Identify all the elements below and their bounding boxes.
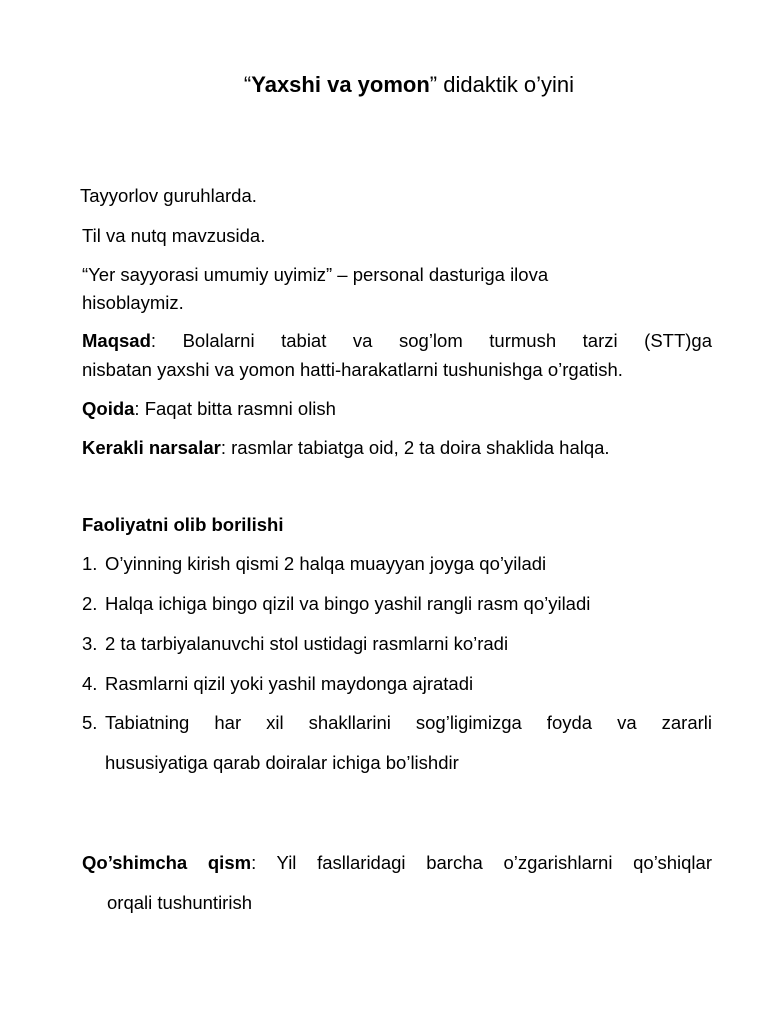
intro-line-1: Tayyorlov guruhlarda. [80, 185, 257, 206]
kerakli-text: : rasmlar tabiatga oid, 2 ta doira shaklida halqa. [220, 437, 610, 458]
qoshimcha-line-2: orqali tushuntirish [107, 892, 252, 913]
faoliyat-heading: Faoliyatni olib borilishi [82, 514, 284, 535]
list-item-number: 3. [82, 633, 98, 654]
maqsad-line-2: nisbatan yaxshi va yomon hatti-harakatlarni tushunishga o’rgatish. [82, 359, 623, 380]
title-open-quote: “ [243, 72, 252, 97]
intro-line-3a: “Yer sayyorasi umumiy uyimiz” – personal dasturiga ilova [82, 264, 549, 285]
list-item-text: O’yinning kirish qismi 2 halqa muayyan joyga qo’yiladi [105, 553, 547, 574]
maqsad-label: Maqsad [82, 330, 151, 351]
maqsad-text-1: : Bolalarni tabiat va sog’lom turmush tarzi (STT)ga [150, 330, 712, 351]
list-item-text: 2 ta tarbiyalanuvchi stol ustidagi rasmlarni ko’radi [105, 633, 509, 654]
kerakli-line [82, 437, 610, 459]
qoshimcha-text-1: : Yil fasllaridagi barcha o’zgarishlarni qo’shiqlar [251, 852, 712, 873]
list-item-text: Rasmlarni qizil yoki yashil maydonga ajratadi [105, 673, 474, 694]
qoida-text: : Faqat bitta rasmni olish [134, 398, 336, 419]
list-item-number: 4. [82, 673, 98, 694]
list-item-number: 5. [82, 712, 98, 733]
document-title [0, 72, 768, 98]
intro-line-2: Til va nutq mavzusida. [82, 225, 266, 246]
intro-line-3b: hisoblaymiz. [82, 292, 184, 313]
list-item-number: 2. [82, 593, 98, 614]
qoida-label: Qoida [82, 398, 135, 419]
list-item-text: Tabiatning har xil shakllarini sog’ligimizga foyda va zararli [105, 712, 712, 733]
maqsad-line-1 [82, 330, 712, 352]
list-item-text: Halqa ichiga bingo qizil va bingo yashil rangli rasm qo’yiladi [105, 593, 591, 614]
qoshimcha-label: Qo’shimcha qism [82, 852, 252, 873]
qoida-line [82, 398, 336, 420]
title-rest: ” didaktik o’yini [429, 72, 575, 97]
title-bold: Yaxshi va yomon [251, 72, 430, 97]
kerakli-label: Kerakli narsalar [82, 437, 221, 458]
list-item-text-continued: hususiyatiga qarab doiralar ichiga bo’lishdir [105, 752, 459, 773]
list-item-number: 1. [82, 553, 98, 574]
qoshimcha-line-1 [82, 852, 712, 874]
